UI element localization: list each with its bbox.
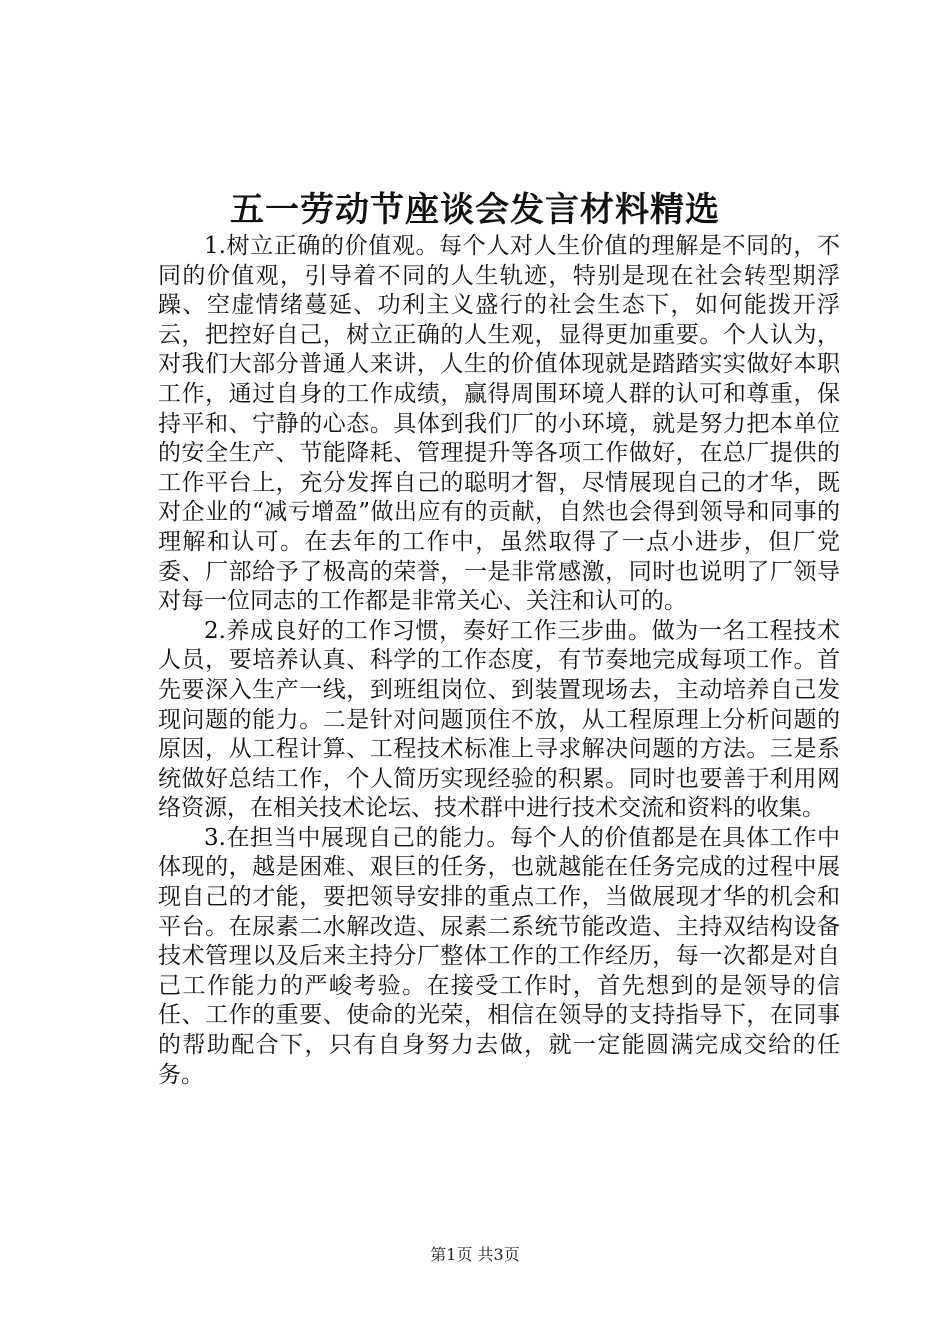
paragraph-2: 2.养成良好的工作习惯，奏好工作三步曲。做为一名工程技术人员，要培养认真、科学的工作态度，有节奏地完成每项工作。首先要深入生产一线，到班组岗位、到装置现场去，主动培养自己发现问题的能力。二是针对问题顶住不放，从工程原理上分析问题的原因，从工程计算、工程技术标准上寻求解决问题的方法。三是系统做好总结工作，个人简历实现经验的积累。同时也要善于利用网络资源，在相关技术论坛、技术群中进行技术交流和资料的收集。 (158, 617, 840, 822)
document-title: 五一劳动节座谈会发言材料精选 (230, 190, 720, 230)
page-number-footer: 第1页 共3页 (430, 1245, 520, 1264)
paragraph-3: 3.在担当中展现自己的能力。每个人的价值都是在具体工作中体现的，越是困难、艰巨的任务，也就越能在任务完成的过程中展现自己的才能，要把领导安排的重点工作，当做展现才华的机会和平台。在尿素二水解改造、尿素二系统节能改造、主持双结构设备技术管理以及后来主持分厂整体工作的工作经历，每一次都是对自己工作能力的严峻考验。在接受工作时，首先想到的是领导的信任、工作的重要、使命的光荣，相信在领导的支持指导下，在同事的帮助配合下，只有自身努力去做，就一定能圆满完成交给的任务。 (158, 824, 840, 1088)
document-body (158, 232, 840, 1090)
paragraph-1: 1.树立正确的价值观。每个人对人生价值的理解是不同的，不同的价值观，引导着不同的人生轨迹，特别是现在社会转型期浮躁、空虚情绪蔓延、功利主义盛行的社会生态下，如何能拨开浮云，把控好自己，树立正确的人生观，显得更加重要。个人认为，对我们大部分普通人来讲，人生的价值体现就是踏踏实实做好本职工作，通过自身的工作成绩，赢得周围环境人群的认可和尊重，保持平和、宁静的心态。具体到我们厂的小环境，就是努力把本单位的安全生产、节能降耗、管理提升等各项工作做好，在总厂提供的工作平台上，充分发挥自己的聪明才智，尽情展现自己的才华，既对企业的“减亏增盈”做出应有的贡献，自然也会得到领导和同事的理解和认可。在去年的工作中，虽然取得了一点小进步，但厂党委、厂部给予了极高的荣誉，一是非常感激，同时也说明了厂领导对每一位同志的工作都是非常关心、关注和认可的。 (158, 233, 840, 615)
